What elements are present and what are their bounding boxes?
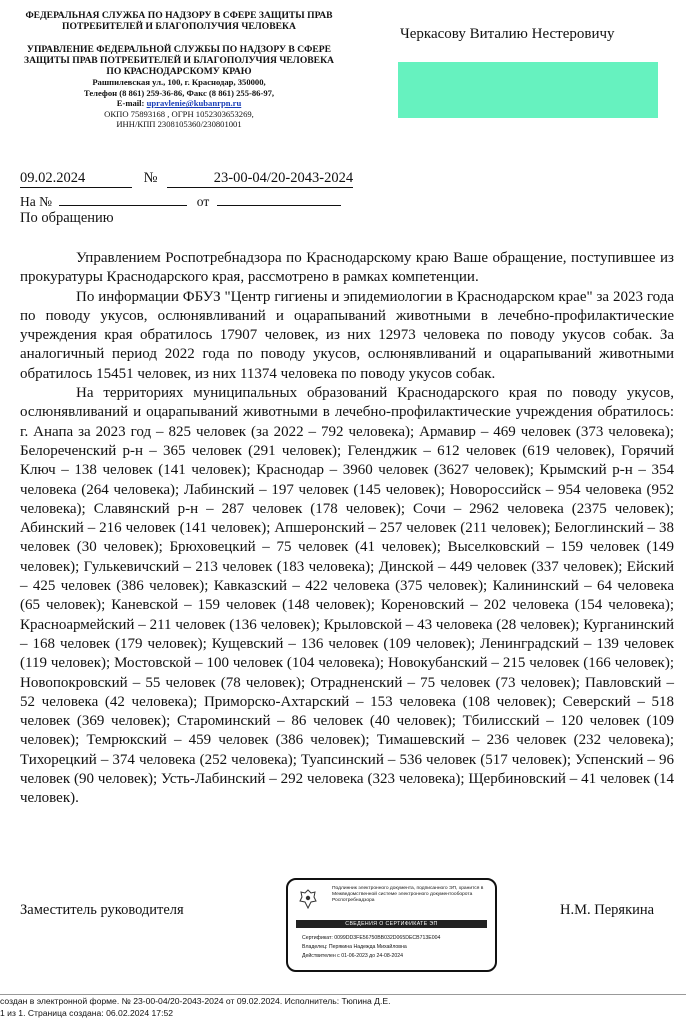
reference-line <box>20 170 353 188</box>
recipient: Черкасову Виталию Нестеровичу <box>400 26 615 42</box>
incoming-reference: На № от <box>20 194 341 210</box>
outgoing-number: 23-00-04/20-2043-2024 <box>167 170 353 188</box>
stamp-note: Подлинник электронного документа, подписанного ЭП, хранится в Межведомственной системе электронного документооборота Роспотребнадзора <box>332 886 484 903</box>
number-sign: № <box>143 170 158 186</box>
certificate-details <box>302 934 440 961</box>
certificate-validity: Действителен с 01-06-2023 до 24-08-2024 <box>302 953 404 959</box>
certificate-serial: Сертификат: 0099DD3FE56750BB032D065DECB713E004 <box>302 935 441 941</box>
letter-body <box>20 249 674 809</box>
paragraph-1: Управлением Роспотребнадзора по Краснодарскому краю Ваше обращение, поступившее из прокуратуры Краснодарского края, рассмотрено в рамках компетенции. <box>20 250 674 286</box>
email-line: E-mail: upravlenie@kubanrpn.ru <box>116 98 242 109</box>
outgoing-date: 09.02.2024 <box>20 170 132 188</box>
letterhead <box>20 10 338 130</box>
certificate-owner: Владелец: Перякина Надежда Михайловна <box>302 944 407 950</box>
redacted-address-block <box>398 62 658 118</box>
signatory-name: Н.М. Перякина <box>560 902 655 918</box>
coat-of-arms-icon <box>298 888 318 910</box>
okpo: ОКПО 75893168 , ОГРН 1052303653269, <box>104 108 254 119</box>
email-link[interactable]: upravlenie@kubanrpn.ru <box>146 98 242 109</box>
e-signature-stamp <box>286 878 497 972</box>
department-name: УПРАВЛЕНИЕ ФЕДЕРАЛЬНОЙ СЛУЖБЫ ПО НАДЗОРУ В СФЕРЕ ЗАЩИТЫ ПРАВ ПОТРЕБИТЕЛЕЙ И БЛАГОПОЛУЧИЯ ЧЕЛОВЕКА ПО КРАСНОДАРСКОМУ КРАЮ <box>24 44 334 77</box>
footer-line-2: 1 из 1. Страница создана: 06.02.2024 17:52 <box>0 1007 174 1018</box>
agency-name: ФЕДЕРАЛЬНАЯ СЛУЖБА ПО НАДЗОРУ В СФЕРЕ ЗАЩИТЫ ПРАВ ПОТРЕБИТЕЛЕЙ И БЛАГОПОЛУЧИЯ ЧЕЛОВЕКА <box>25 10 333 32</box>
footer-divider <box>0 994 686 995</box>
certificate-header: СВЕДЕНИЯ О СЕРТИФИКАТЕ ЭП <box>296 920 487 928</box>
subject: По обращению <box>20 210 114 226</box>
phone: Телефон (8 861) 259-36-86, Факс (8 861) 255-86-97, <box>83 87 275 98</box>
footer <box>0 996 391 1019</box>
inn: ИНН/КПП 2308105360/230801001 <box>116 119 242 130</box>
paragraph-2: По информации ФБУЗ "Центр гигиены и эпидемиологии в Краснодарском крае" за 2023 года по поводу укусов, ослюнявливаний и оцарапываний животными в лечебно-профилактические учреждения края обратилось 17907 человек, из них 12973 человека по поводу укусов собак. За аналогичный период 2022 года по поводу укусов, ослюнявливаний и оцарапываний животными обратилось 15451 человек, из них 11374 человека по поводу укусов собак. <box>20 288 674 382</box>
footer-line-1: создан в электронной форме. № 23-00-04/20-2043-2024 от 09.02.2024. Исполнитель: Тюпина Д.Е. <box>0 996 391 1006</box>
paragraph-3: На территориях муниципальных образований Краснодарского края по поводу укусов, ослюнявливаний и оцарапываний животными в лечебно-профилактические учреждения обратилось: г. Анапа за 2023 год – 825 человек (за 2022 – 792 человека); Армавир – 469 человек (373 человека); Белореченский р-н – 365 человек (291 человек); Геленджик – 612 человек (619 человек), Горячий Ключ – 138 человек (141 человек); Краснодар – 3960 человек (3627 человек); Крымский р-н – 354 человека (264 человека); Лабинский – 197 человек (145 человек); Новороссийск – 954 человека (952 человека); Славянский р-н – 287 человек (178 человек); Сочи – 2962 человека (2375 человек); Абинский – 216 человек (141 человек); Апшеронский – 257 человек (211 человек); Белоглинский – 38 человек (30 человек); Брюховецкий – 75 человек (41 человек); Выселковский – 159 человек (149 человек); Гулькевичский – 213 человек (183 человека); Динской – 449 человек (337 человек); Ейский – 425 человек (386 человек); Кавказский – 422 человека (375 человек); Калининский – 64 человека (65 человек); Каневской – 159 человек (148 человек); Кореновский – 202 человека (154 человека); Красноармейский – 211 человек (136 человек); Крыловской – 43 человека (28 человек); Курганинский – 168 человек (179 человек); Кущевский – 136 человек (109 человек); Ленинградский – 139 человек (119 человек); Мостовской – 100 человек (104 человека); Новокубанский – 215 человек (166 человек); Новопокровский – 55 человек (78 человек); Отрадненский – 75 человек (73 человек); Павловский – 52 человека (42 человека); Приморско-Ахтарский – 153 человека (108 человек); Северский – 518 человек (369 человек); Староминский – 86 человек (40 человек); Тбилисский – 120 человек (109 человек); Темрюкский – 459 человек (386 человек); Тимашевский – 236 человек (232 человека); Тихорецкий – 374 человека (252 человека); Туапсинский – 536 человек (517 человек); Успенский – 96 человек (90 человек); Усть-Лабинский – 292 человека (323 человека); Щербиновский – 41 человек (14 человек). <box>20 385 674 807</box>
signatory-title: Заместитель руководителя <box>20 902 184 918</box>
address: Рашпилевская ул., 100, г. Краснодар, 350000, <box>92 77 266 87</box>
